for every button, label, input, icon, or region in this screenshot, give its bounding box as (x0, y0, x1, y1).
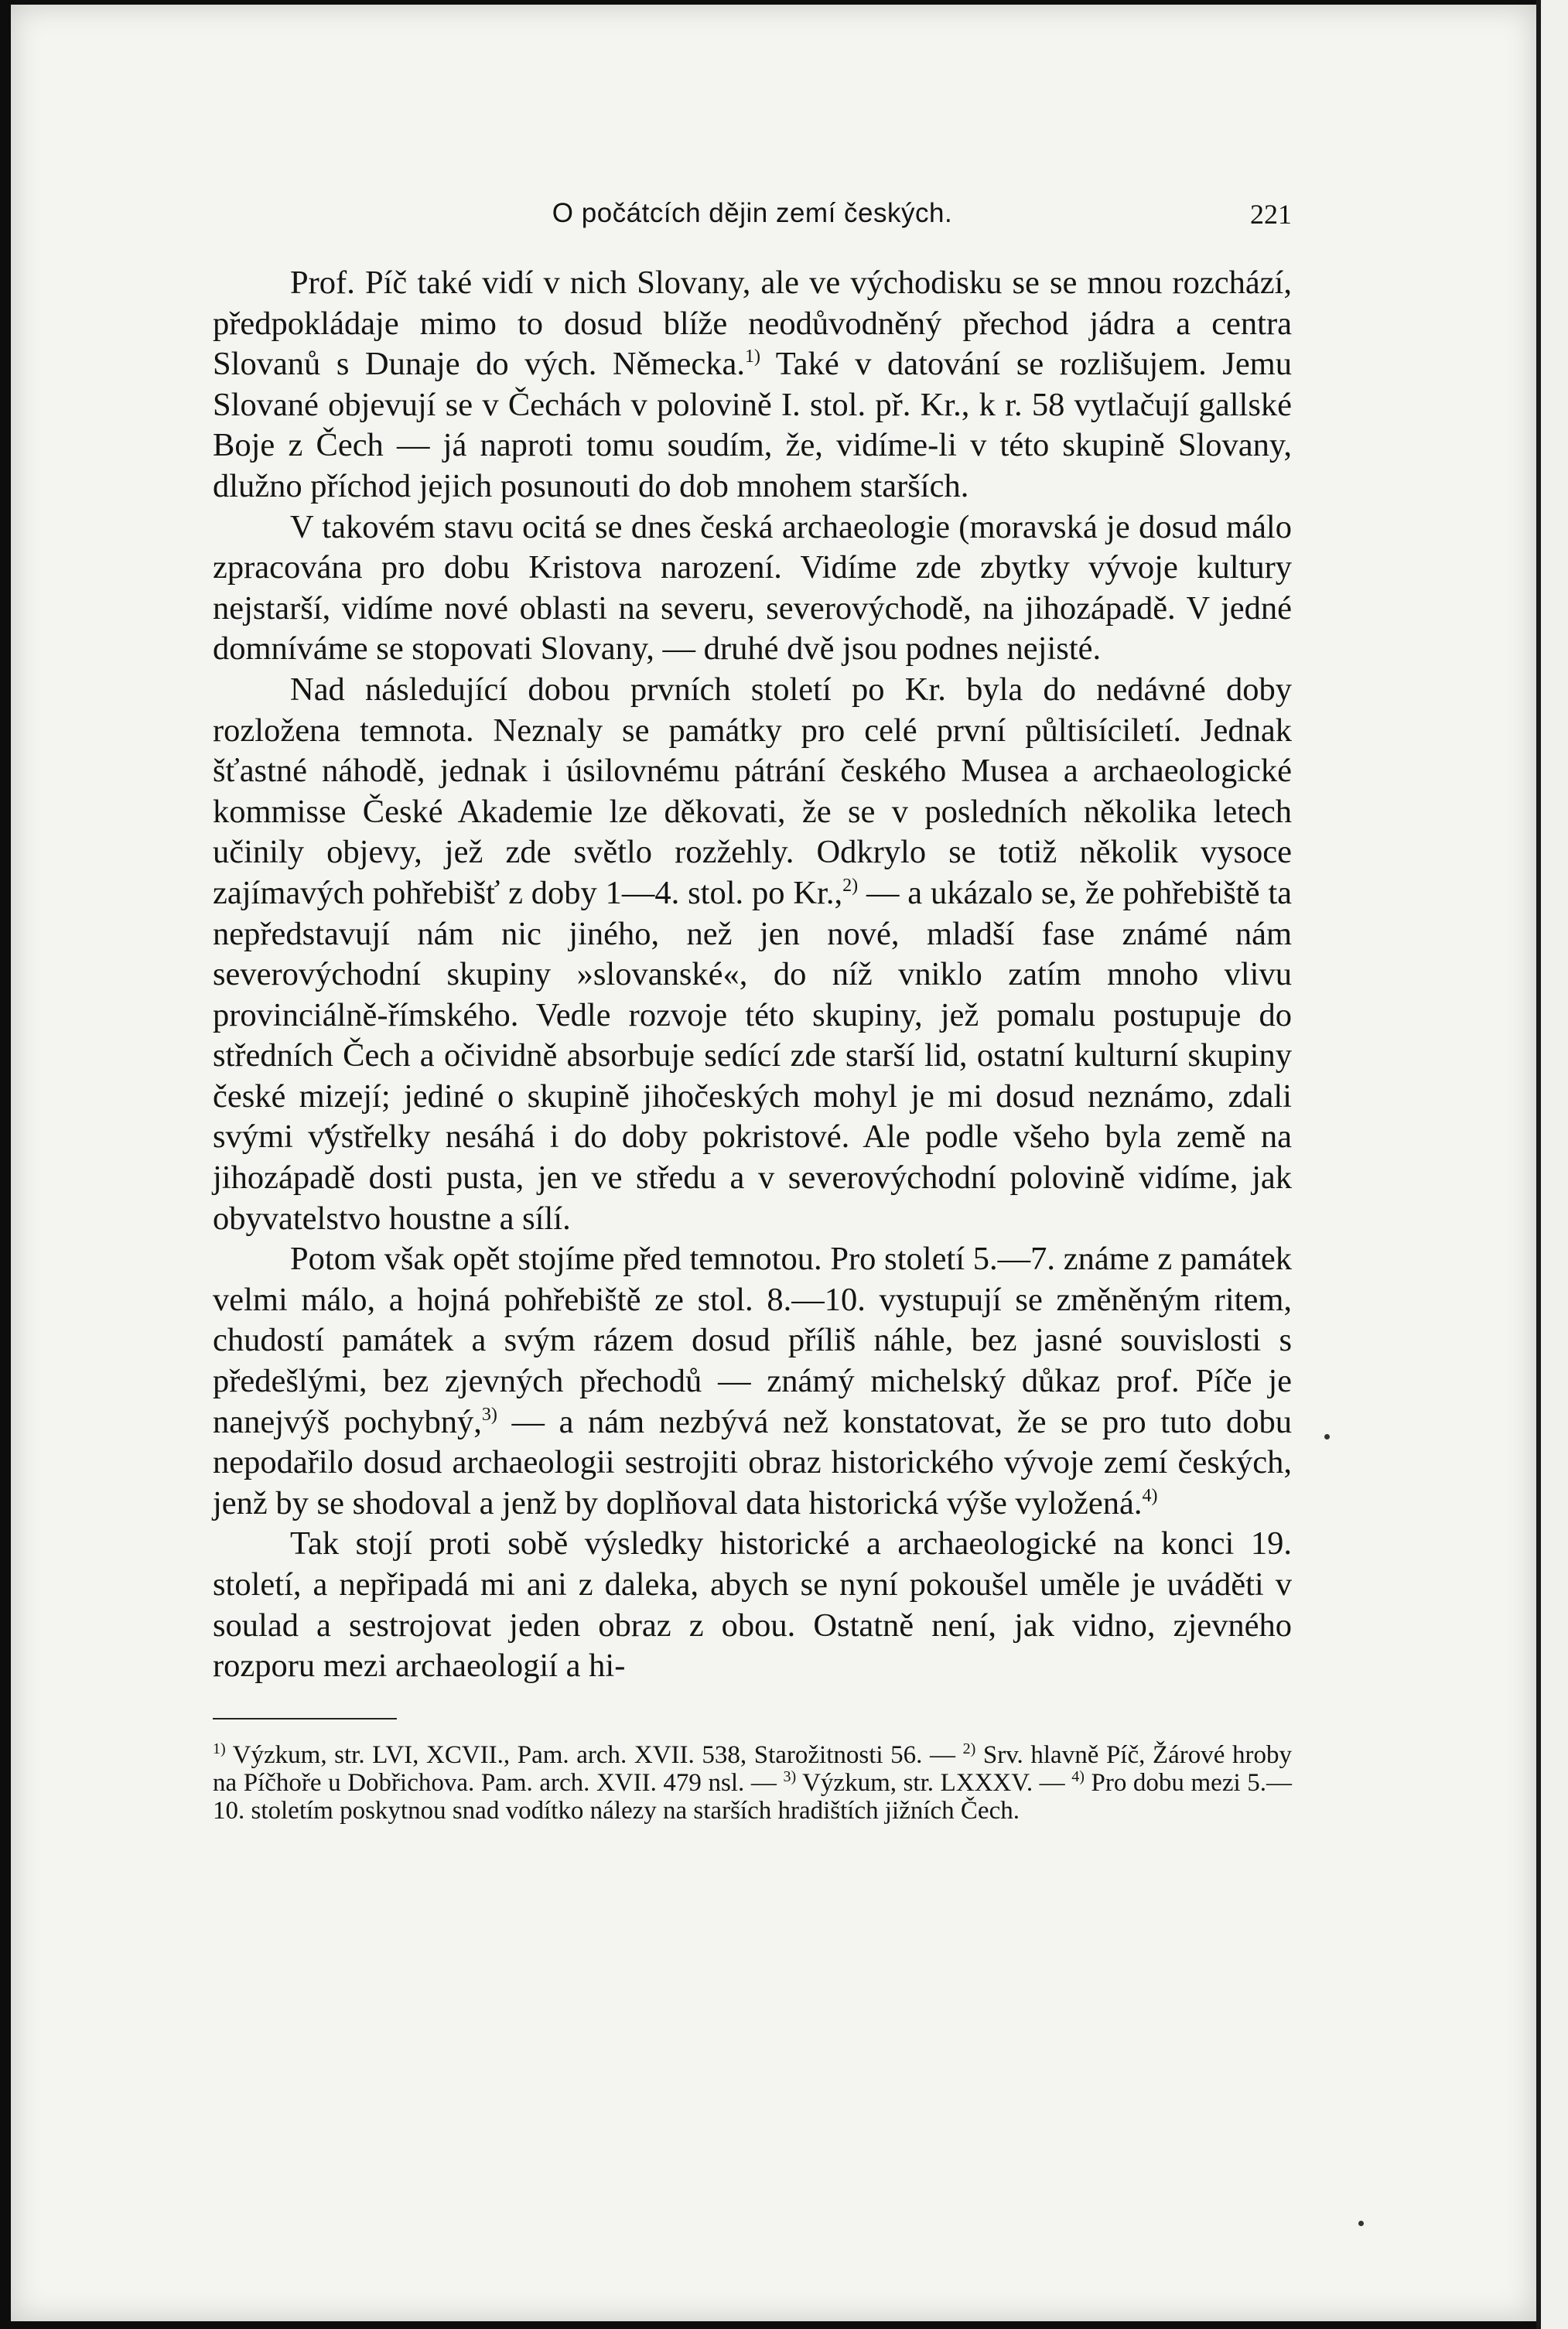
footnote-rule (213, 1718, 397, 1719)
paragraph-3: Nad následující dobou prvních století po Kr. byla do nedávné doby rozložena temnota. Neznaly se památky pro celé první půltisíciletí. Jednak šťastné náhodě, jednak i úsilovnému pátrání českého Musea a archaeologické kommisse České Akademie lze děkovati, že se v posledních několika letech učinily objevy, jež zde světlo rozžehly. Odkrylo se totiž několik vysoce zajímavých pohřebišť z doby 1—4. stol. po Kr.,$^{2)}$ — a ukázalo se, že pohřebiště ta nepředstavují nám nic jiného, než jen nové, mladší fase známé nám severovýchodní skupiny »slovanské«, do níž vniklo zatím mnoho vlivu provinciálně-římského. Vedle rozvoje této skupiny, jež pomalu postupuje do středních Čech a očividně absorbuje sedící zde starší lid, ostatní kulturní skupiny české mizejí; jediné o skupině jihočeských mohyl je mi dosud neznámo, zdali svými výstřelky nesáhá i do doby pokristové. Ale podle všeho byla země na jihozápadě dosti pusta, jen ve středu a v severovýchodní polovině vidíme, jak obyvatelstvo houstne a sílí. (213, 671, 1292, 1237)
running-header (213, 193, 1292, 240)
footnotes (213, 1741, 1292, 1825)
print-speck (1324, 1434, 1330, 1439)
print-speck (1358, 2221, 1364, 2226)
footnote-3: Výzkum, str. LXXXV. — (796, 1768, 1072, 1797)
footnote-ref-4: 4) (1142, 1485, 1158, 1506)
footnote-mark-2: 2) (962, 1740, 976, 1757)
book-page (213, 193, 1292, 1825)
footnote-1: Výzkum, str. LVI, XCVII., Pam. arch. XVII. 538, Starožitnosti 56. — (225, 1740, 963, 1769)
footnote-ref-2: 2) (842, 875, 859, 896)
footnote-ref-3: 3) (481, 1404, 497, 1425)
footnote-2: Srv. hlavně Píč, Žárové hroby na Píčhoře u Dobřichova. Pam. arch. XVII. 479 nsl. — (213, 1740, 1292, 1797)
footnote-mark-3: 3) (783, 1767, 797, 1785)
footnote-ref-1: 1) (744, 347, 760, 367)
paragraph-2: V takovém stavu ocitá se dnes česká archaeologie (moravská je dosud málo zpracována pro dobu Kristova narození. Vidíme zde zbytky vývoje kultury nejstarší, vidíme nové oblasti na severu, severovýchodě, na jihozápadě. V jedné domníváme se stopovati Slovany, — druhé dvě jsou podnes nejisté. (213, 508, 1292, 668)
paragraph-1: Prof. Píč také vidí v nich Slovany, ale ve východisku se se mnou rozchází, předpokládaje mimo to dosud blíže neodůvodněný přechod jádra a centra Slovanů s Dunaje do vých. Německa.$^{1)}$ Také v datování se rozlišujem. Jemu Slované objevují se v Čechách v polovině I. stol. př. Kr., k r. 58 vytlačují gallské Boje z Čech — já naproti tomu soudím, že, vidíme-li v této skupině Slovany, dlužno příchod jejich posunouti do dob mnohem starších. (213, 265, 1292, 504)
page-number: 221 (1250, 199, 1292, 230)
footnote-mark-1: 1) (213, 1740, 226, 1757)
footnote-mark-4: 4) (1071, 1767, 1085, 1785)
paragraph-4: Potom však opět stojíme před temnotou. Pro století 5.—7. známe z památek velmi málo, a hojná pohřebiště ze stol. 8.—10. vystupují se změněným ritem, chudostí památek a svým rázem dosud příliš náhle, bez jasné souvislosti s předešlými, bez zjevných přechodů — známý michelský důkaz prof. Píče je nanejvýš pochybný,$^{3)}$ — a nám nezbývá než konstatovat, že se pro tuto dobu nepodařilo dosud archaeologii sestrojiti obraz historického vývoje zemí českých, jenž by se shodoval a jenž by doplňoval data historická výše vyložená.$^{4)}$ (213, 1241, 1292, 1521)
footnote-4: Pro dobu mezi 5.—10. stoletím poskytnou snad vodítko nálezy na starších hradištích jižních Čech. (213, 1768, 1292, 1825)
paragraph-5: Tak stojí proti sobě výsledky historické a archaeologické na konci 19. století, a nepřipadá mi ani z daleka, abych se nyní pokoušel uměle je uváděti v soulad a sestrojovat jeden obraz z obou. Ostatně není, jak vidno, zjevného rozporu mezi archaeologií a hi- (213, 1525, 1292, 1685)
running-title: O počátcích dějin zemí českých. (552, 198, 953, 228)
page-edge (1536, 0, 1568, 2329)
body-text (213, 263, 1292, 1687)
